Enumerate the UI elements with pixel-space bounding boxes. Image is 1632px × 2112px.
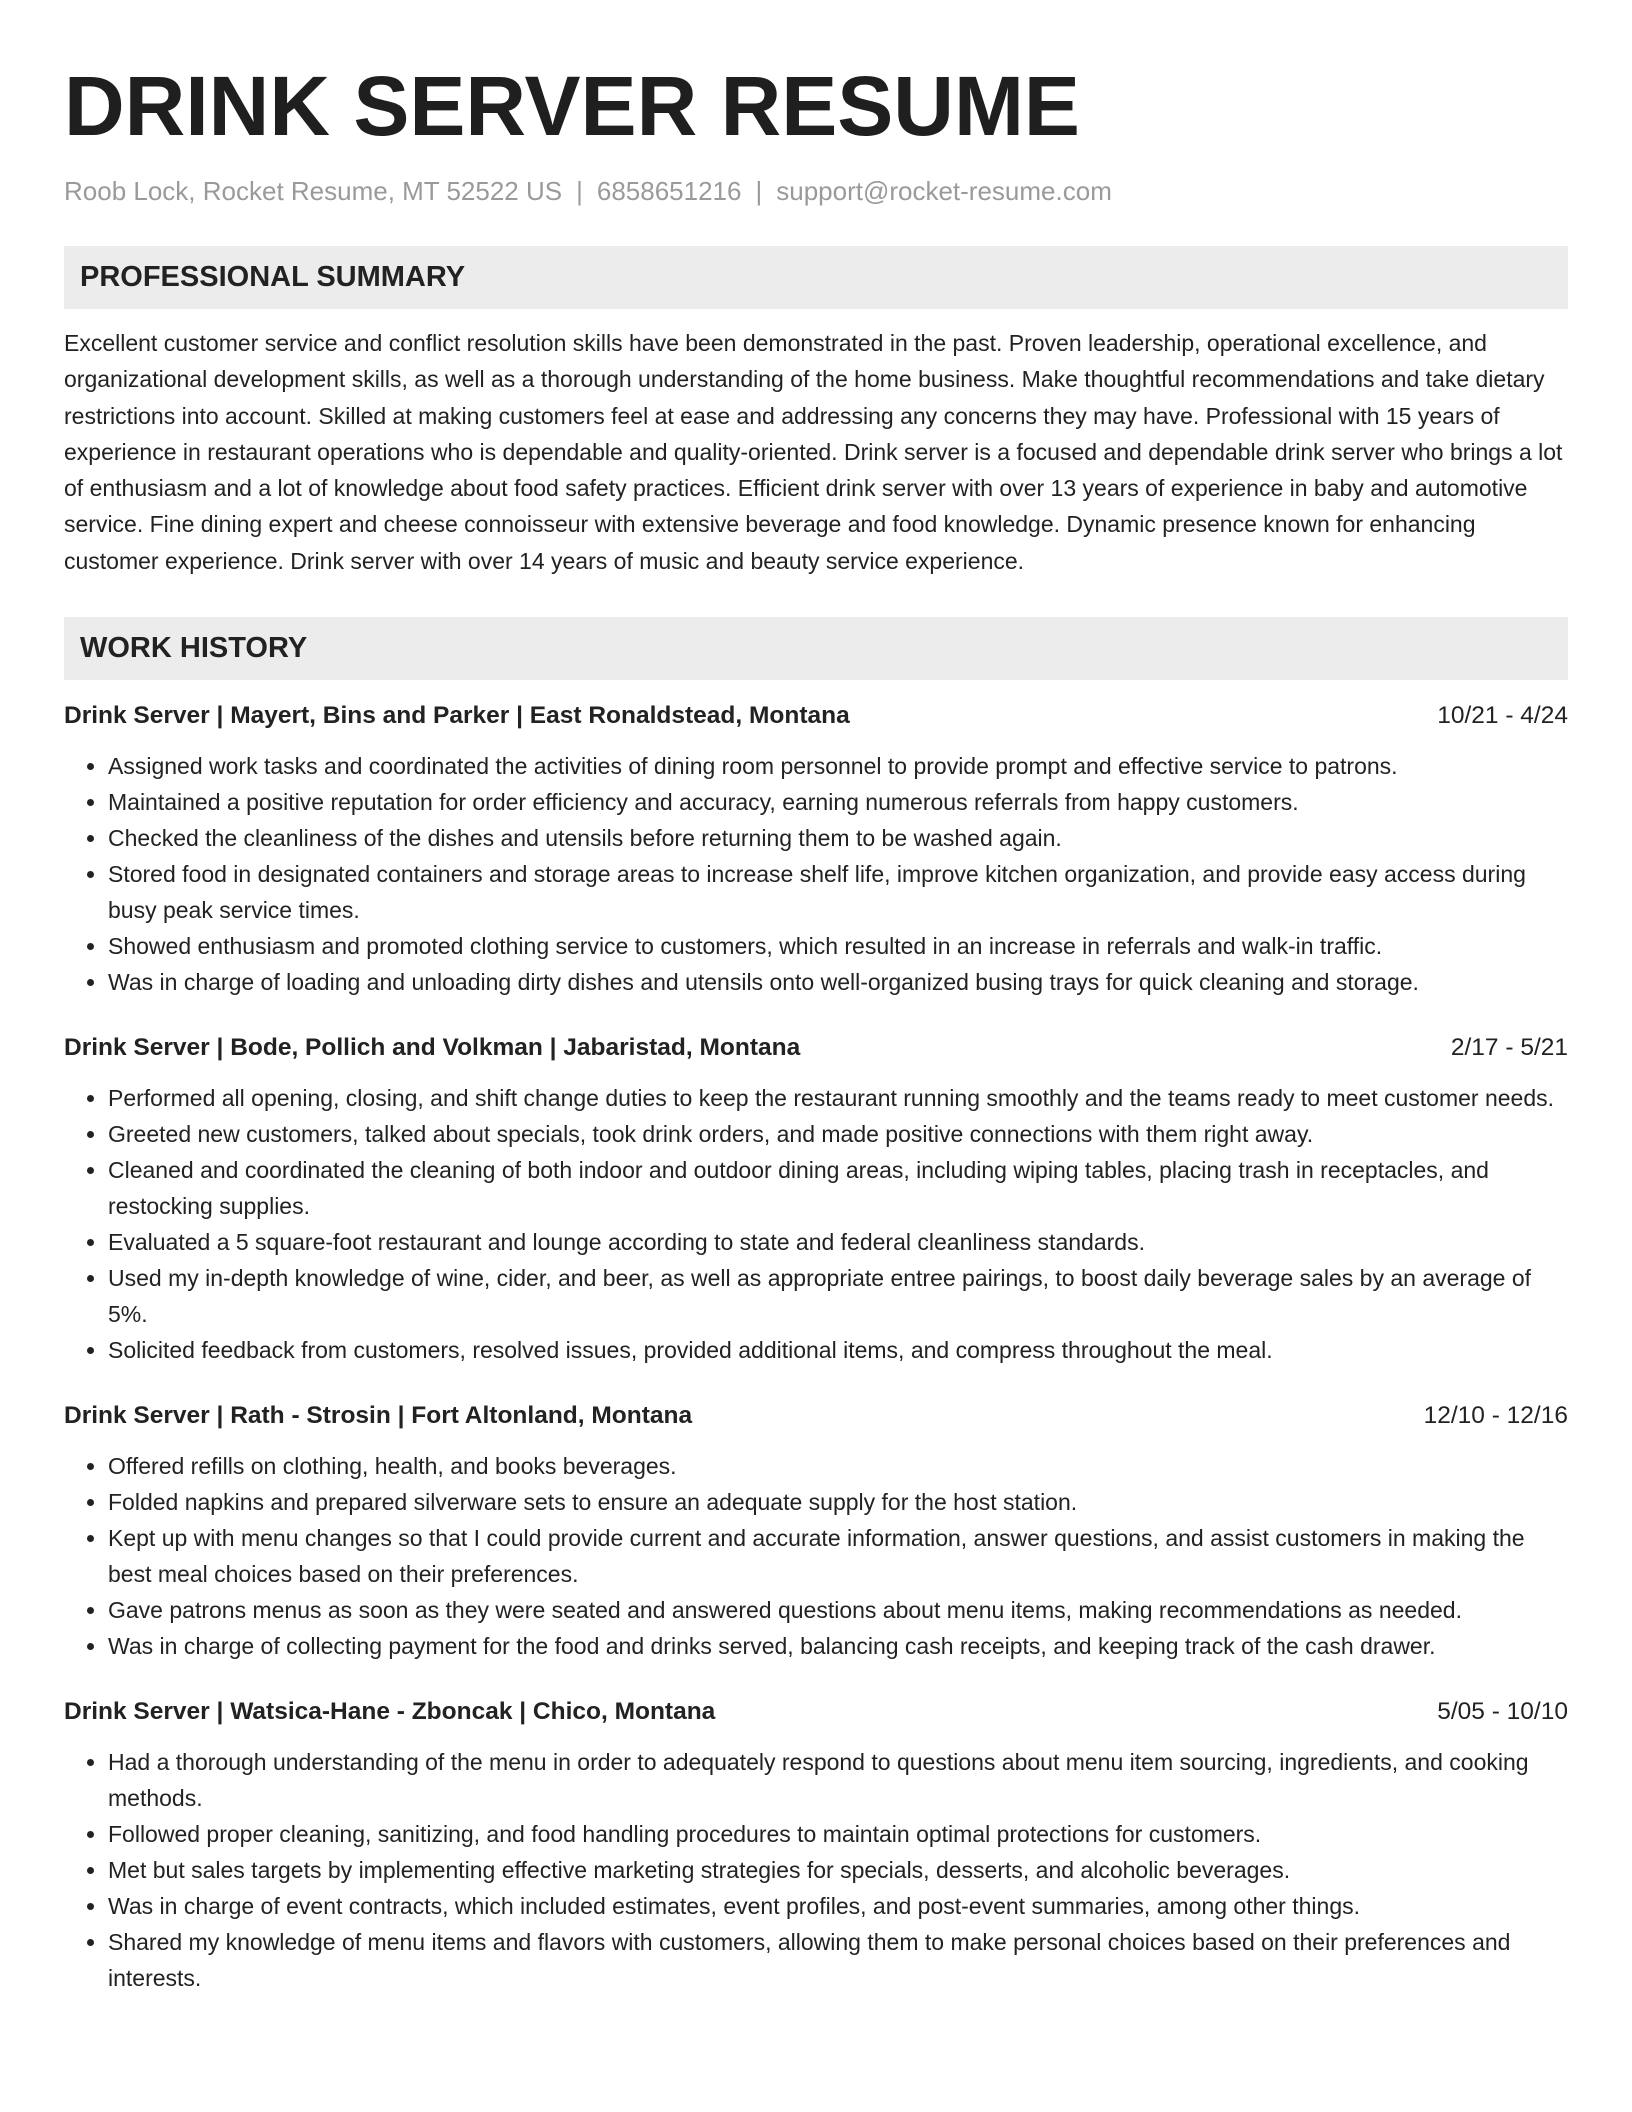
job-header xyxy=(64,1398,1568,1434)
job-bullet-list xyxy=(64,1448,1568,1664)
contact-email: support@rocket-resume.com xyxy=(776,176,1112,206)
job-bullet: • Shared my knowledge of menu items and flavors with customers, allowing them to make personal choices based on their preferences and interests. xyxy=(108,1924,1568,1996)
job-bullet: • Folded napkins and prepared silverware sets to ensure an adequate supply for the host station. xyxy=(108,1484,1568,1520)
job-title: Drink Server | Watsica-Hane - Zboncak | Chico, Montana xyxy=(64,1698,716,1726)
job-bullet-list xyxy=(64,1744,1568,1996)
job-bullet: • Followed proper cleaning, sanitizing, and food handling procedures to maintain optimal protections for customers. xyxy=(108,1816,1568,1852)
job-entry xyxy=(64,1398,1568,1664)
contact-phone: 6858651216 xyxy=(596,176,742,206)
job-bullet: • Was in charge of collecting payment for the food and drinks served, balancing cash receipts, and keeping track of the cash drawer. xyxy=(108,1628,1568,1664)
job-title: Drink Server | Mayert, Bins and Parker | East Ronaldstead, Montana xyxy=(64,702,850,730)
job-header xyxy=(64,1694,1568,1730)
job-title: Drink Server | Bode, Pollich and Volkman | Jabaristad, Montana xyxy=(64,1034,801,1062)
job-header xyxy=(64,698,1568,734)
resume-title: DRINK SERVER RESUME xyxy=(64,59,1080,153)
section-heading-work-history: WORK HISTORY xyxy=(64,617,1568,680)
job-entry xyxy=(64,1030,1568,1368)
job-bullet-list xyxy=(64,1080,1568,1368)
job-dates: 5/05 - 10/10 xyxy=(1437,1698,1568,1726)
job-bullet: • Was in charge of loading and unloading dirty dishes and utensils onto well-organized busing trays for quick cleaning and storage. xyxy=(108,964,1568,1000)
job-bullet: • Maintained a positive reputation for order efficiency and accuracy, earning numerous referrals from happy customers. xyxy=(108,784,1568,820)
job-title: Drink Server | Rath - Strosin | Fort Altonland, Montana xyxy=(64,1402,693,1430)
job-bullet: • Evaluated a 5 square-foot restaurant and lounge according to state and federal cleanliness standards. xyxy=(108,1224,1568,1260)
summary-text: Excellent customer service and conflict resolution skills have been demonstrated in the past. Proven leadership, operational excellence, and organizational development skills, as well as a thorough understanding of the home business. Make thoughtful recommendations and take dietary restrictions into account. Skilled at making customers feel at ease and addressing any concerns they may have. Professional with 15 years of experience in restaurant operations who is dependable and quality-oriented. Drink server is a focused and dependable drink server who brings a lot of enthusiasm and a lot of knowledge about food safety practices. Efficient drink server with over 13 years of experience in baby and automotive service. Fine dining expert and cheese connoisseur with extensive beverage and food knowledge. Dynamic presence known for enhancing customer experience. Drink server with over 14 years of music and beauty service experience. xyxy=(64,330,1563,574)
resume-page xyxy=(64,56,1568,1996)
job-bullet: • Solicited feedback from customers, resolved issues, provided additional items, and compress throughout the meal. xyxy=(108,1332,1568,1368)
job-bullet: • Offered refills on clothing, health, and books beverages. xyxy=(108,1448,1568,1484)
job-bullet: • Gave patrons menus as soon as they were seated and answered questions about menu items, making recommendations as needed. xyxy=(108,1592,1568,1628)
job-bullet: • Used my in-depth knowledge of wine, cider, and beer, as well as appropriate entree pairings, to boost daily beverage sales by an average of 5%. xyxy=(108,1260,1568,1332)
job-bullet-list xyxy=(64,748,1568,1000)
job-bullet: • Stored food in designated containers and storage areas to increase shelf life, improve kitchen organization, and provide easy access during busy peak service times. xyxy=(108,856,1568,928)
job-bullet: • Met but sales targets by implementing effective marketing strategies for specials, desserts, and alcoholic beverages. xyxy=(108,1852,1568,1888)
contact-line xyxy=(64,174,1568,208)
job-bullet: • Greeted new customers, talked about specials, took drink orders, and made positive connections with them right away. xyxy=(108,1116,1568,1152)
contact-separator: | xyxy=(755,176,763,206)
job-dates: 12/10 - 12/16 xyxy=(1423,1402,1568,1430)
contact-separator: | xyxy=(576,176,583,206)
job-bullet: • Checked the cleanliness of the dishes and utensils before returning them to be washed again. xyxy=(108,820,1568,856)
job-entry xyxy=(64,698,1568,1000)
job-dates: 2/17 - 5/21 xyxy=(1450,1034,1568,1062)
job-bullet: • Assigned work tasks and coordinated the activities of dining room personnel to provide prompt and effective service to patrons. xyxy=(108,748,1568,784)
job-bullet: • Was in charge of event contracts, which included estimates, event profiles, and post-event summaries, among other things. xyxy=(108,1888,1568,1924)
job-header xyxy=(64,1030,1568,1066)
contact-address: Roob Lock, Rocket Resume, MT 52522 US xyxy=(64,176,563,206)
job-bullet: • Had a thorough understanding of the menu in order to adequately respond to questions about menu item sourcing, ingredients, and cooking methods. xyxy=(108,1744,1568,1816)
job-bullet: • Showed enthusiasm and promoted clothing service to customers, which resulted in an increase in referrals and walk-in traffic. xyxy=(108,928,1568,964)
work-history-list xyxy=(64,698,1568,1996)
job-bullet: • Cleaned and coordinated the cleaning of both indoor and outdoor dining areas, including wiping tables, placing trash in receptacles, and restocking supplies. xyxy=(108,1152,1568,1224)
job-dates: 10/21 - 4/24 xyxy=(1437,702,1568,730)
section-heading-summary: PROFESSIONAL SUMMARY xyxy=(64,246,1568,309)
job-bullet: • Kept up with menu changes so that I could provide current and accurate information, answer questions, and assist customers in making the best meal choices based on their preferences. xyxy=(108,1520,1568,1592)
job-entry xyxy=(64,1694,1568,1996)
job-bullet: • Performed all opening, closing, and shift change duties to keep the restaurant running smoothly and the teams ready to meet customer needs. xyxy=(108,1080,1568,1116)
